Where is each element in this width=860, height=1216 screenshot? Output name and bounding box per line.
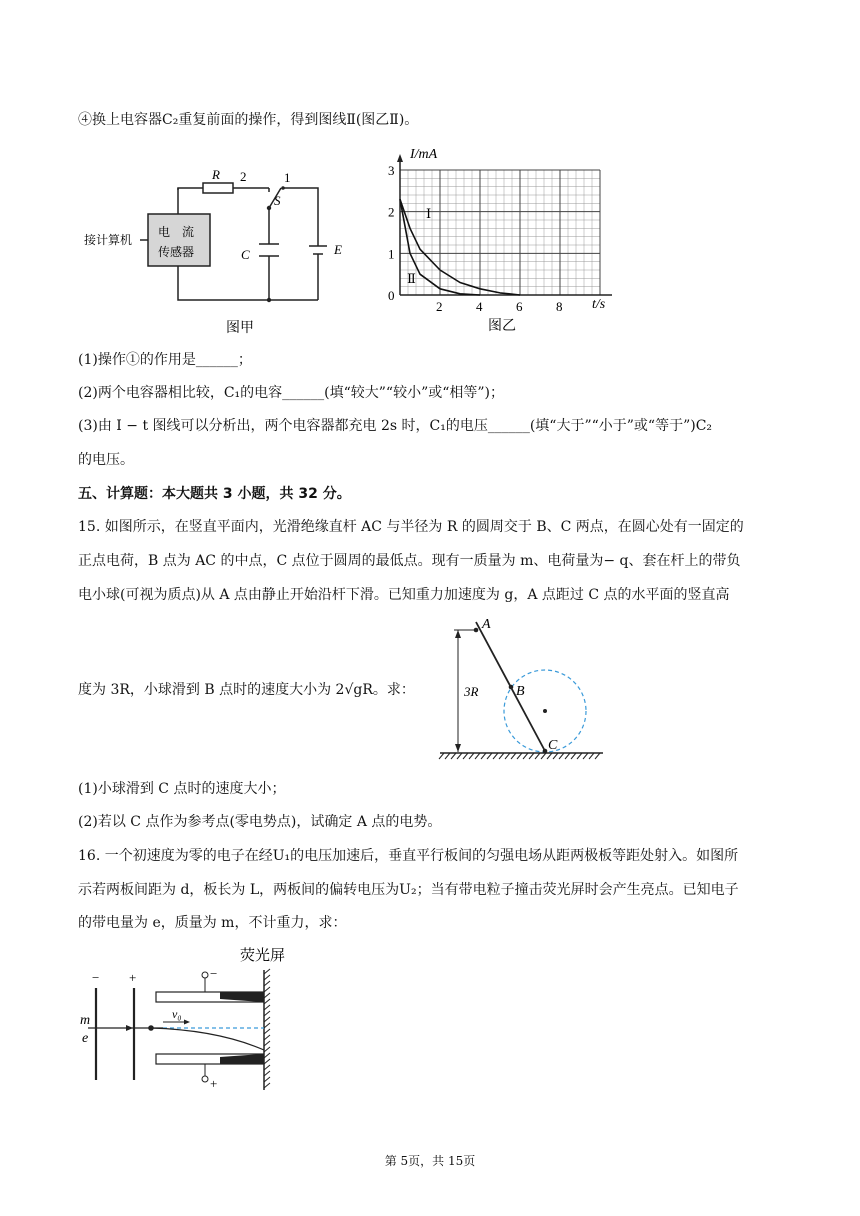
circuit-diagram <box>78 160 368 340</box>
screen-hatch <box>264 1011 270 1016</box>
ground-hatch <box>481 753 486 759</box>
ground-hatch <box>571 753 576 759</box>
y-axis-arrow <box>397 154 403 162</box>
ground-hatch <box>445 753 450 759</box>
p16-line1: 16. 一个初速度为零的电子在经U₁的电压加速后，垂直平行板间的匀强电场从距两极板等距处射入。如图所 <box>78 848 739 864</box>
accel-plus: + <box>129 970 137 985</box>
ground-hatch <box>499 753 504 759</box>
plate-plus: + <box>210 1076 218 1091</box>
ground-hatch <box>457 753 462 759</box>
screen-hatch <box>264 993 270 998</box>
rod-circle-diagram <box>438 612 608 762</box>
ground-hatch <box>505 753 510 759</box>
label-e: e <box>82 1031 89 1046</box>
p16-line2: 示若两板间距为 d，板长为 L，两板间的偏转电压为U₂；当有带电粒子撞击荧光屏时会产生亮点。已知电子 <box>78 882 739 898</box>
screen-hatch <box>264 1059 270 1064</box>
question-3-line2: 的电压。 <box>78 452 134 468</box>
y-tick-label: 2 <box>388 204 395 220</box>
screen-hatch <box>264 1071 270 1076</box>
label-C: C <box>241 247 250 262</box>
point-C: C <box>548 738 558 753</box>
label-computer: 接计算机 <box>84 233 133 247</box>
screen-hatch <box>264 987 270 992</box>
screen-hatch <box>264 1035 270 1040</box>
y-tick-label: 3 <box>388 163 395 178</box>
ground-hatch <box>517 753 522 759</box>
ground-hatch <box>583 753 588 759</box>
curve-label-1: Ⅰ <box>426 206 432 221</box>
screen-hatch <box>264 975 270 980</box>
ground-hatch <box>553 753 558 759</box>
p15-line4: 度为 3R，小球滑到 B 点时的速度大小为 2√gR。求： <box>78 682 415 698</box>
ground-hatch <box>535 753 540 759</box>
chart-ylabel: I/mA <box>410 147 438 162</box>
x-tick-label: 8 <box>556 299 563 314</box>
label-m: m <box>80 1013 91 1028</box>
sensor-label-2: 传感器 <box>158 245 195 259</box>
ground-hatch <box>463 753 468 759</box>
p15-question-1: (1)小球滑到 C 点时的速度大小； <box>78 781 286 797</box>
screen-hatch <box>264 969 270 974</box>
p15-line3: 电小球(可视为质点)从 A 点由静止开始沿杆下滑。已知重力加速度为 g，A 点距过 C 点的水平面的竖直高 <box>78 587 730 603</box>
screen-hatch <box>264 1077 270 1082</box>
ground-hatch <box>439 753 444 759</box>
accel-minus: − <box>92 970 100 985</box>
question-2: (2)两个电容器相比较，C₁的电容______(填“较大”“较小”或“相等”)； <box>78 385 505 401</box>
screen-hatch <box>264 1023 270 1028</box>
resistor-icon <box>203 183 233 193</box>
ground-hatch <box>541 753 546 759</box>
ground-hatch <box>451 753 456 759</box>
ground-hatch <box>589 753 594 759</box>
label-2: 2 <box>240 169 247 184</box>
ground-hatch <box>565 753 570 759</box>
ground-hatch <box>511 753 516 759</box>
ground-hatch <box>577 753 582 759</box>
point-B: B <box>516 684 525 699</box>
plate-minus: − <box>210 966 218 981</box>
ground-hatch <box>529 753 534 759</box>
y-tick-label: 0 <box>388 288 395 303</box>
it-chart <box>380 140 630 340</box>
y-tick-label: 1 <box>388 246 395 262</box>
label-1: 1 <box>284 170 291 185</box>
screen-hatch <box>264 1053 270 1058</box>
sensor-label-1: 电 流 <box>158 225 195 239</box>
page-footer: 第 5页，共 15页 <box>384 1154 476 1168</box>
point-A: A <box>482 617 491 632</box>
caption-figB: 图乙 <box>488 319 516 334</box>
height-3R: 3R <box>464 684 479 699</box>
p15-question-2: (2)若以 C 点作为参考点(零电势点)，试确定 A 点的电势。 <box>78 814 442 830</box>
screen-hatch <box>264 999 270 1004</box>
ground-hatch <box>487 753 492 759</box>
label-R: R <box>212 167 220 182</box>
curve-label-2: Ⅱ <box>407 271 416 286</box>
p15-line2: 正点电荷，B 点为 AC 的中点，C 点位于圆周的最低点。现有一质量为 m、电荷量为− q、套在杆上的带负 <box>78 553 741 569</box>
p15-line1: 15. 如图所示，在竖直平面内，光滑绝缘直杆 AC 与半径为 R 的圆周交于 B、C 两点，在圆心处有一固定的 <box>78 519 744 535</box>
screen-hatch <box>264 1005 270 1010</box>
ground-hatch <box>547 753 552 759</box>
ground-hatch <box>469 753 474 759</box>
ground-hatch <box>595 753 600 759</box>
screen-hatch <box>264 1047 270 1052</box>
label-S: S <box>274 193 281 208</box>
screen-hatch <box>264 1017 270 1022</box>
chart-xlabel: t/s <box>592 297 606 312</box>
electron-deflection-diagram <box>78 942 308 1092</box>
screen-hatch <box>264 1029 270 1034</box>
ground-hatch <box>475 753 480 759</box>
velocity-v0: v₀ <box>172 1007 182 1021</box>
screen-hatch <box>264 1065 270 1070</box>
label-E: E <box>334 242 342 257</box>
question-1: (1)操作①的作用是______； <box>78 352 252 368</box>
screen-hatch <box>264 1041 270 1046</box>
x-tick-label: 6 <box>516 299 523 314</box>
ground-hatch <box>559 753 564 759</box>
series-line-1 <box>400 199 520 295</box>
screen-hatch <box>264 981 270 986</box>
step4-text: ④换上电容器C₂重复前面的操作，得到图线Ⅱ(图乙Ⅱ)。 <box>78 112 419 128</box>
ground-hatch <box>493 753 498 759</box>
x-tick-label: 2 <box>436 299 443 314</box>
section-heading: 五、计算题：本大题共 3 小题，共 32 分。 <box>78 486 351 502</box>
ground-hatch <box>523 753 528 759</box>
screen-label: 荧光屏 <box>240 948 286 964</box>
x-tick-label: 4 <box>476 299 483 314</box>
p16-line3: 的带电量为 e，质量为 m，不计重力，求： <box>78 915 347 931</box>
question-3-line1: (3)由 I − t 图线可以分析出，两个电容器都充电 2s 时，C₁的电压______(填“大于”“小于”或“等于”)C₂ <box>78 418 713 434</box>
caption-figA: 图甲 <box>226 321 254 336</box>
screen-hatch <box>264 1083 270 1088</box>
